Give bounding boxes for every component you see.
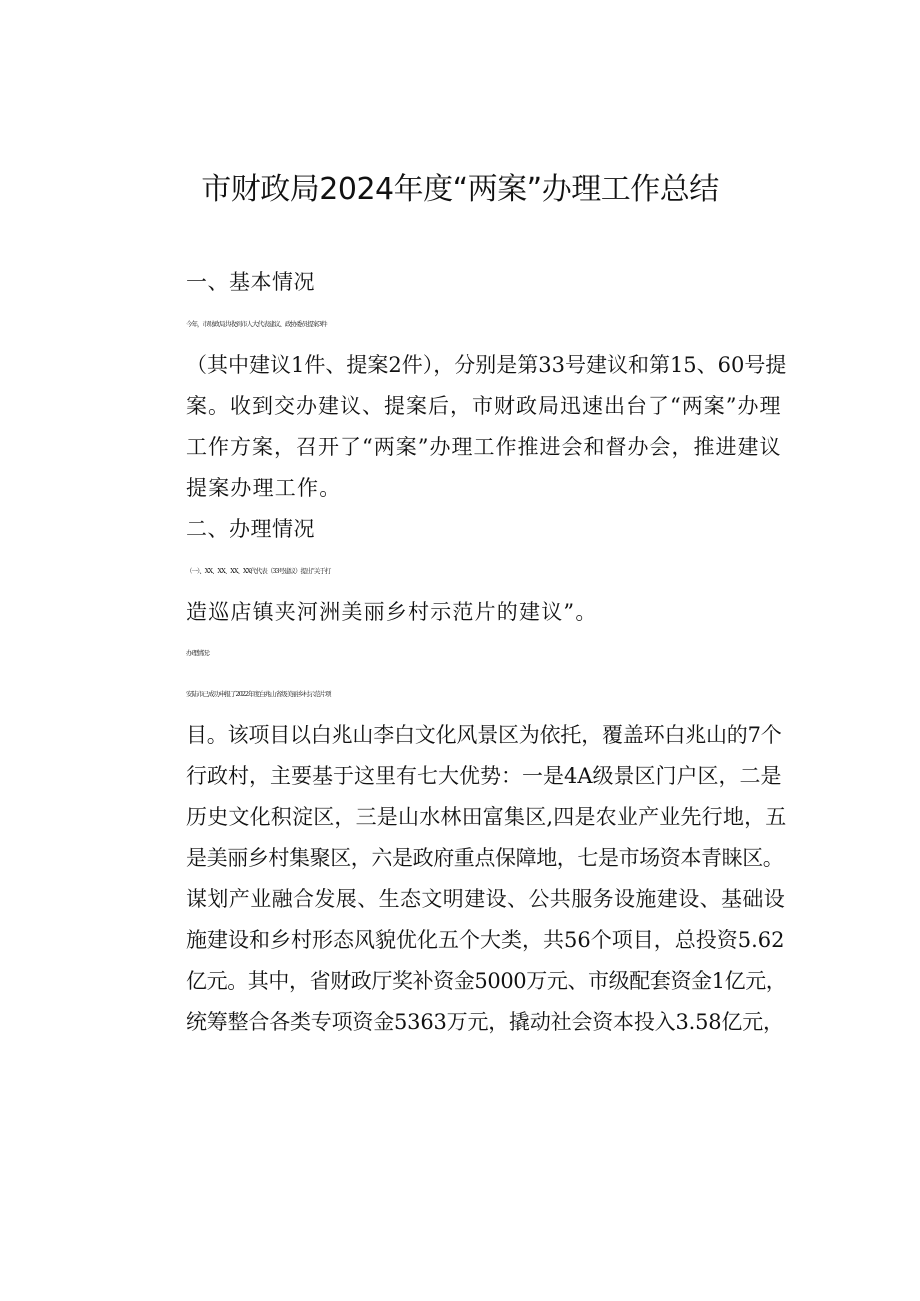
document-body xyxy=(138,262,786,1043)
text-line: 亿元。其中，省财政厅奖补资金5000万元、市级配套资金1亿元， xyxy=(186,969,787,993)
text-line: 目。该项目以白兆山李白文化风景区为依托，覆盖环白兆山的7个 xyxy=(186,723,782,747)
paragraph xyxy=(138,551,786,633)
text-line: 历史文化积淀区，三是山水林田富集区,四是农业产业先行地，五 xyxy=(186,805,787,829)
text-line: 施建设和乡村形态风貌优化五个大类，共56个项目，总投资5.62 xyxy=(186,928,785,952)
text-line: 工作方案，召开了“两案”办理工作推进会和督办会，推进建议 xyxy=(186,435,782,459)
text-line: 案。收到交办建议、提案后，市财政局迅速出台了“两案”办理 xyxy=(186,394,782,418)
paragraph xyxy=(138,674,786,1043)
text-line: （一）、XX、XX、XX、XX代代表（33号建议）提出“关于打 xyxy=(186,567,331,575)
section-heading-basic: 一、基本情况 xyxy=(186,270,315,294)
text-line: 办理情况： xyxy=(186,649,214,657)
text-line: 造巡店镇夹河洲美丽乡村示范片的建议”。 xyxy=(186,600,598,624)
document-title: 市财政局2024年度“两案”办理工作总结 xyxy=(201,172,719,207)
text-line: 安陆市已成功申报了2022年度白兆山省级美丽乡村示范片项 xyxy=(186,690,331,698)
paragraph xyxy=(138,304,786,509)
text-line: 提案办理工作。 xyxy=(186,476,342,500)
text-line: （其中建议1件、提案2件），分别是第33号建议和第15、60号提 xyxy=(186,353,787,377)
text-line: 是美丽乡村集聚区，六是政府重点保障地，七是市场资本青睐区。 xyxy=(186,846,784,870)
text-line: 今年，市财政局共收到市人大代表建议、政协委员提案3件 xyxy=(186,320,327,328)
section-heading-handling: 二、办理情况 xyxy=(186,517,315,541)
text-line: 行政村，主要基于这里有七大优势：一是4A级景区门户区，二是 xyxy=(186,764,782,788)
text-line: 谋划产业融合发展、生态文明建设、公共服务设施建设、基础设 xyxy=(186,887,786,911)
text-line: 统筹整合各类专项资金5363万元，撬动社会资本投入3.58亿元， xyxy=(186,1010,784,1034)
paragraph xyxy=(138,633,786,674)
